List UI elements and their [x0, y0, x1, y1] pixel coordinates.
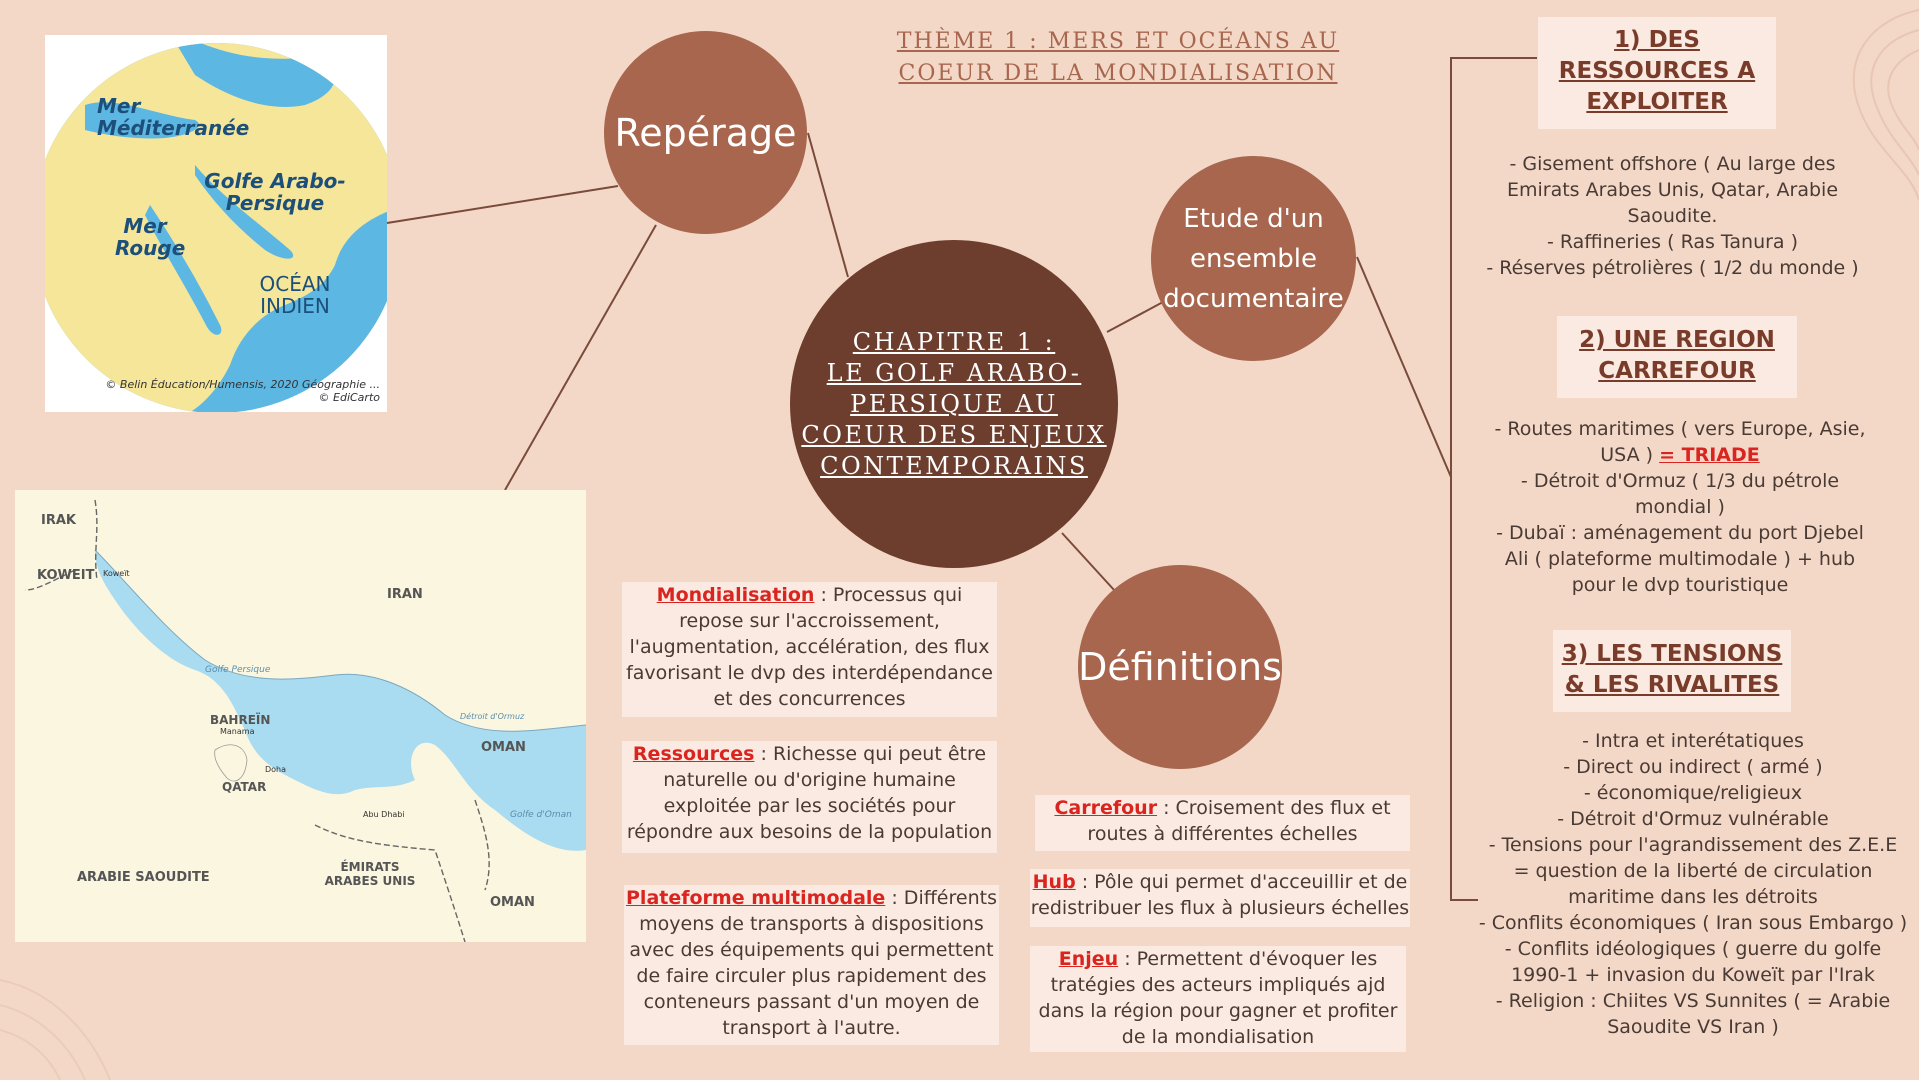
section-line: - Détroit d'Ormuz vulnérable	[1557, 808, 1829, 830]
definition-text: : Processus qui repose sur l'accroissement, l'augmentation, accélération, des flux favorisant le dvp des interdépendance et des concurrences	[626, 584, 993, 710]
section-line: - Religion : Chiites VS Sunnites ( = Arabie Saoudite VS Iran )	[1495, 990, 1891, 1038]
definition-card-plateforme	[624, 885, 999, 1045]
definition-term: Ressources	[632, 743, 755, 765]
section-heading-ressources: 1) DES RESSOURCES A EXPLOITER	[1538, 17, 1776, 129]
gulf-label-oman-2: OMAN	[490, 895, 535, 910]
definition-text: : Permettent d'évoquer les tratégies des acteurs impliqués ajd dans la région pour gagner et profiter de la mondialisation	[1038, 948, 1398, 1048]
gulf-label-oman-1: OMAN	[481, 740, 526, 755]
definition-text: : Pôle qui permet d'acceuillir et de redistribuer les flux à plusieurs échelles	[1030, 871, 1410, 919]
central-line-4: COEUR DES ENJEUX	[801, 420, 1107, 449]
gulf-label-koweit-city: Koweït	[103, 569, 130, 578]
globe-label-mer-rouge: Mer Rouge	[115, 214, 186, 260]
section-line: - Conflits économiques ( Iran sous Embargo )	[1478, 912, 1908, 934]
section-line: - Dubaï : aménagement du port Djebel Ali ( plateforme multimodale ) + hub pour le dvp touristique	[1496, 522, 1864, 596]
section-body-tensions	[1478, 728, 1908, 1040]
definition-card-mondialisation	[622, 582, 997, 717]
theme-title: THÈME 1 : MERS ET OCÉANS AU COEUR DE LA MONDIALISATION	[896, 29, 1340, 86]
globe-credit-line-2: © EdiCarto	[318, 391, 380, 404]
definition-text: : Différents moyens de transports à dispositions avec des équipements qui permettent de faire circuler plus rapidement des conteneurs passant d'un moyen de transport à l'autre.	[629, 887, 997, 1039]
central-line-2: LE GOLF ARABO-	[826, 358, 1082, 387]
section-line	[1482, 416, 1878, 468]
section-line: - Intra et interétatiques	[1582, 730, 1804, 752]
triade-highlight: = TRIADE	[1659, 444, 1760, 466]
section-line: - Réserves pétrolières ( 1/2 du monde )	[1486, 257, 1859, 279]
node-etude-documentaire: Etude d'un ensemble documentaire	[1151, 156, 1356, 361]
gulf-label-irak: IRAK	[41, 513, 76, 528]
gulf-label-arabie: ARABIE SAOUDITE	[77, 870, 210, 885]
globe-label-ocean: OCÉAN INDIEN	[259, 272, 331, 318]
gulf-map-image	[15, 490, 586, 942]
gulf-label-qatar: QATAR	[222, 780, 267, 794]
gulf-label-golfe: Golfe Persique	[205, 665, 271, 675]
definition-text: : Richesse qui peut être naturelle ou d'origine humaine exploitée par les sociétés pour répondre aux besoins de la population	[626, 743, 993, 843]
definition-text: : Croisement des flux et routes à différentes échelles	[1087, 797, 1391, 845]
gulf-label-bahrein: BAHREÏN	[210, 713, 271, 727]
section-line: - Direct ou indirect ( armé )	[1563, 756, 1823, 778]
definition-card-ressources	[622, 741, 997, 853]
section-line: - Conflits idéologiques ( guerre du golfe 1990-1 + invasion du Koweït par l'Irak	[1504, 938, 1882, 986]
globe-map-drawing	[45, 35, 387, 412]
globe-label-mer-med: Mer Méditerranée	[97, 94, 250, 140]
central-line-1: CHAPITRE 1 :	[852, 327, 1056, 356]
central-line-3: PERSIQUE AU	[850, 389, 1058, 418]
section-line: - économique/religieux	[1583, 782, 1803, 804]
globe-map-image	[45, 35, 387, 412]
gulf-label-iran: IRAN	[387, 587, 423, 602]
gulf-label-abu-dhabi: Abu Dhabi	[363, 810, 405, 819]
section-line-text: - Routes maritimes ( vers Europe, Asie, USA )	[1494, 418, 1866, 466]
central-line-5: CONTEMPORAINS	[820, 451, 1088, 480]
section-line: - Détroit d'Ormuz ( 1/3 du pétrole mondial )	[1520, 470, 1840, 518]
globe-credit	[55, 378, 380, 404]
section-line: - Tensions pour l'agrandissement des Z.E.E = question de la liberté de circulation maritime dans les détroits	[1488, 834, 1898, 908]
gulf-label-doha: Doha	[265, 765, 287, 774]
section-heading-carrefour: 2) UNE REGION CARREFOUR	[1557, 316, 1797, 398]
section-heading-tensions: 3) LES TENSIONS & LES RIVALITES	[1553, 630, 1791, 712]
gulf-label-golfe-oman: Golfe d'Oman	[510, 810, 572, 820]
definition-term: Mondialisation	[656, 584, 815, 606]
section-body-ressources	[1480, 151, 1865, 281]
section-line: - Raffineries ( Ras Tanura )	[1546, 231, 1799, 253]
gulf-label-emirats: ÉMIRATS ARABES UNIS	[324, 860, 416, 888]
definition-card-hub	[1030, 869, 1410, 927]
section-body-carrefour	[1482, 416, 1878, 598]
globe-credit-line-1: © Belin Éducation/Humensis, 2020 Géographie ...	[105, 378, 380, 391]
definition-card-enjeu	[1030, 946, 1406, 1052]
definition-term: Carrefour	[1054, 797, 1158, 819]
globe-label-golfe: Golfe Arabo-Persique	[204, 169, 346, 215]
gulf-label-manama: Manama	[220, 727, 255, 736]
section-line: - Gisement offshore ( Au large des Emirats Arabes Unis, Qatar, Arabie Saoudite.	[1506, 153, 1839, 227]
gulf-label-koweit: KOWEIT	[37, 568, 95, 583]
definition-term: Hub	[1032, 871, 1076, 893]
node-definitions: Définitions	[1078, 565, 1282, 769]
node-reperage: Repérage	[604, 31, 807, 234]
definition-term: Enjeu	[1058, 948, 1119, 970]
gulf-label-ormuz: Détroit d'Ormuz	[460, 712, 525, 721]
definition-card-carrefour	[1035, 795, 1410, 851]
definition-term: Plateforme multimodale	[626, 887, 886, 909]
central-chapter-node	[790, 240, 1118, 568]
